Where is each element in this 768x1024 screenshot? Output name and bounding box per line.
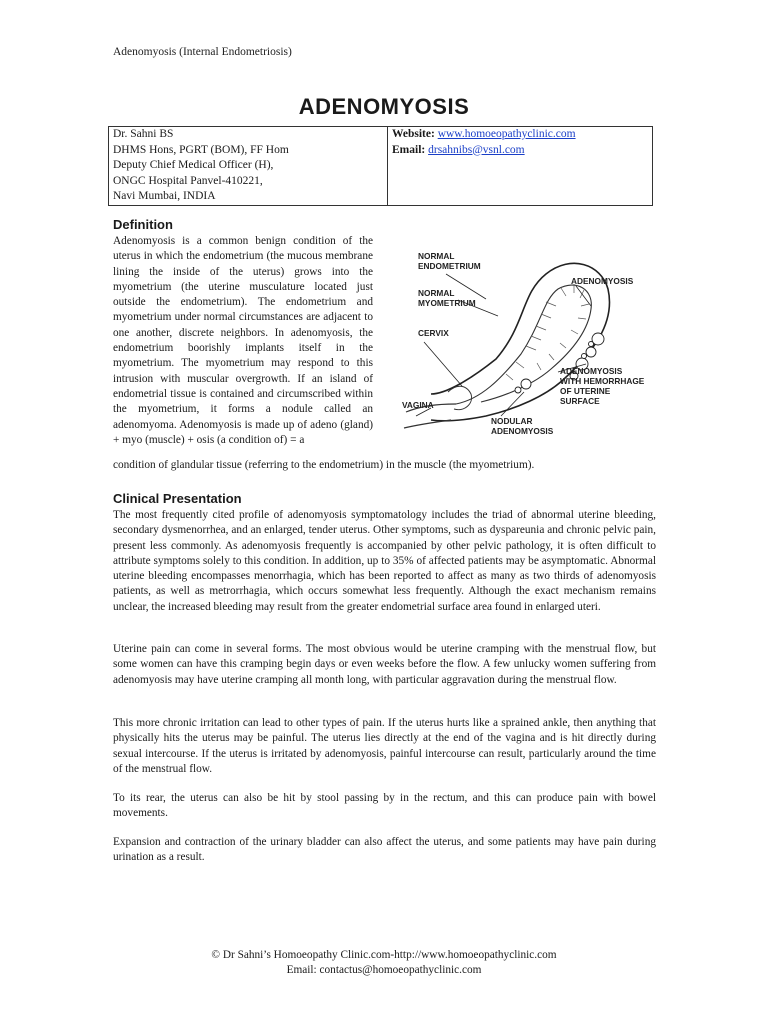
website-label: Website: xyxy=(392,128,435,140)
label-normal-endometrium-2: ENDOMETRIUM xyxy=(418,261,481,271)
page-title: ADENOMYOSIS xyxy=(298,94,470,119)
clinical-paragraph-2: Uterine pain can come in several forms. The most obvious would be uterine cramping with the menstrual flow, but some women can have this cramping begin days or even weeks before the flow. A few unlucky women suffering from adenomyosis may have uterine cramping all month long, with particular aggravation during the menstrual flow. xyxy=(113,643,656,686)
footer-email: Email: contactus@homoeopathyclinic.com xyxy=(286,964,482,976)
cervix-shape xyxy=(448,386,472,409)
definition-paragraph-tail: condition of glandular tissue (referring to the endometrium) in the muscle (the myometrium). xyxy=(113,459,535,471)
label-normal-myometrium-2: MYOMETRIUM xyxy=(418,298,476,308)
clinical-paragraph-5: Expansion and contraction of the urinary bladder can also affect the uterus, and some patients may have pain during urination as a result. xyxy=(113,836,656,864)
label-hemorrhage-4: SURFACE xyxy=(560,396,600,406)
label-nodular-2: ADENOMYOSIS xyxy=(491,426,554,436)
clinical-paragraph-4: To its rear, the uterus can also be hit by stool passing by in the rectum, and this can produce pain with bowel movements. xyxy=(113,792,656,820)
label-nodular-1: NODULAR xyxy=(491,416,533,426)
author-position: Deputy Chief Medical Officer (H), xyxy=(113,159,274,171)
website-link[interactable]: www.homoeopathyclinic.com xyxy=(437,128,576,140)
uterus-diagram xyxy=(386,244,658,444)
clinical-paragraph-3: This more chronic irritation can lead to other types of pain. If the uterus hurts like a sprained ankle, then anything that physically hits the uterus may be painful. The uterus lies directly at the end of the vagina and is hit directly during sexual intercourse. If the uterus is irritated by adenomyosis, painful intercourse can result, particularly around the time of the menstrual flow. xyxy=(113,717,656,775)
email-label: Email: xyxy=(392,143,426,156)
clinical-paragraph-1: The most frequently cited profile of adenomyosis symptomatology includes the triad of abnormal uterine bleeding, secondary dysmenorrhea, and an enlarged, tender uterus. Other symptoms, such as dyspareunia and chronic pelvic pain, present less commonly. As adenomyosis frequently is accompanied by other pelvic pathology, it is often difficult to attribute symptoms solely to this condition. In addition, up to 35% of affected patients may be asymptomatic. Abnormal uterine bleeding encompasses menorrhagia, which has been reported to affect as many as two thirds of adenomyosis patients, as well as metrorrhagia, which occurs somewhat less frequently. Although the exact mechanism remains unclear, the increased bleeding may result from the greater endometrial surface area found in enlarged uteri. xyxy=(113,509,656,613)
label-normal-myometrium-1: NORMAL xyxy=(418,288,455,298)
author-name: Dr. Sahni BS xyxy=(113,128,174,140)
email-link[interactable]: drsahnibs@vsnl.com xyxy=(428,143,525,156)
uterus-diagram-svg xyxy=(386,244,658,444)
page-footer xyxy=(0,948,768,978)
label-normal-endometrium-1: NORMAL xyxy=(418,251,455,261)
author-hospital: ONGC Hospital Panvel-410221, xyxy=(113,174,263,187)
label-vagina: VAGINA xyxy=(402,400,434,410)
clinical-presentation-heading: Clinical Presentation xyxy=(113,491,242,506)
running-header: Adenomyosis (Internal Endometriosis) xyxy=(113,46,292,58)
contact-cell xyxy=(388,127,653,206)
label-hemorrhage-3: OF UTERINE xyxy=(560,386,611,396)
label-hemorrhage-2: WITH HEMORRHAGE xyxy=(560,376,645,386)
footer-copyright: © Dr Sahni’s Homoeopathy Clinic.com-http://www.homoeopathyclinic.com xyxy=(211,949,557,961)
author-location: Navi Mumbai, INDIA xyxy=(113,190,216,202)
author-details-cell xyxy=(109,127,388,206)
author-info-table xyxy=(108,126,653,206)
definition-paragraph: Adenomyosis is a common benign condition of the uterus in which the endometrium (the mucous membrane lining the inside of the uterus) grows into the myometrium (the uterine musculature located just outside the endometrium). The endometrium and myometrium under normal circumstances are adjacent to one another, discrete neighbors. In adenomyosis, the endometrium boorishly implants itself in the myometrium. The myometrium may respond to this intrusion with muscular overgrowth. If an island of endometrial tissue is contained and circumscribed within the myometrium, it forms a nodule called an adenomyoma. Adenomyosis is made up of adeno (gland) + myo (muscle) + osis (a condition of) = a xyxy=(113,235,373,446)
label-adenomyosis: ADENOMYOSIS xyxy=(571,276,634,286)
vaginal-wall xyxy=(404,420,451,428)
label-cervix: CERVIX xyxy=(418,328,449,338)
label-hemorrhage-1: ADENOMYOSIS xyxy=(560,366,623,376)
definition-heading: Definition xyxy=(113,217,173,232)
author-qualifications: DHMS Hons, PGRT (BOM), FF Hom xyxy=(113,143,289,156)
